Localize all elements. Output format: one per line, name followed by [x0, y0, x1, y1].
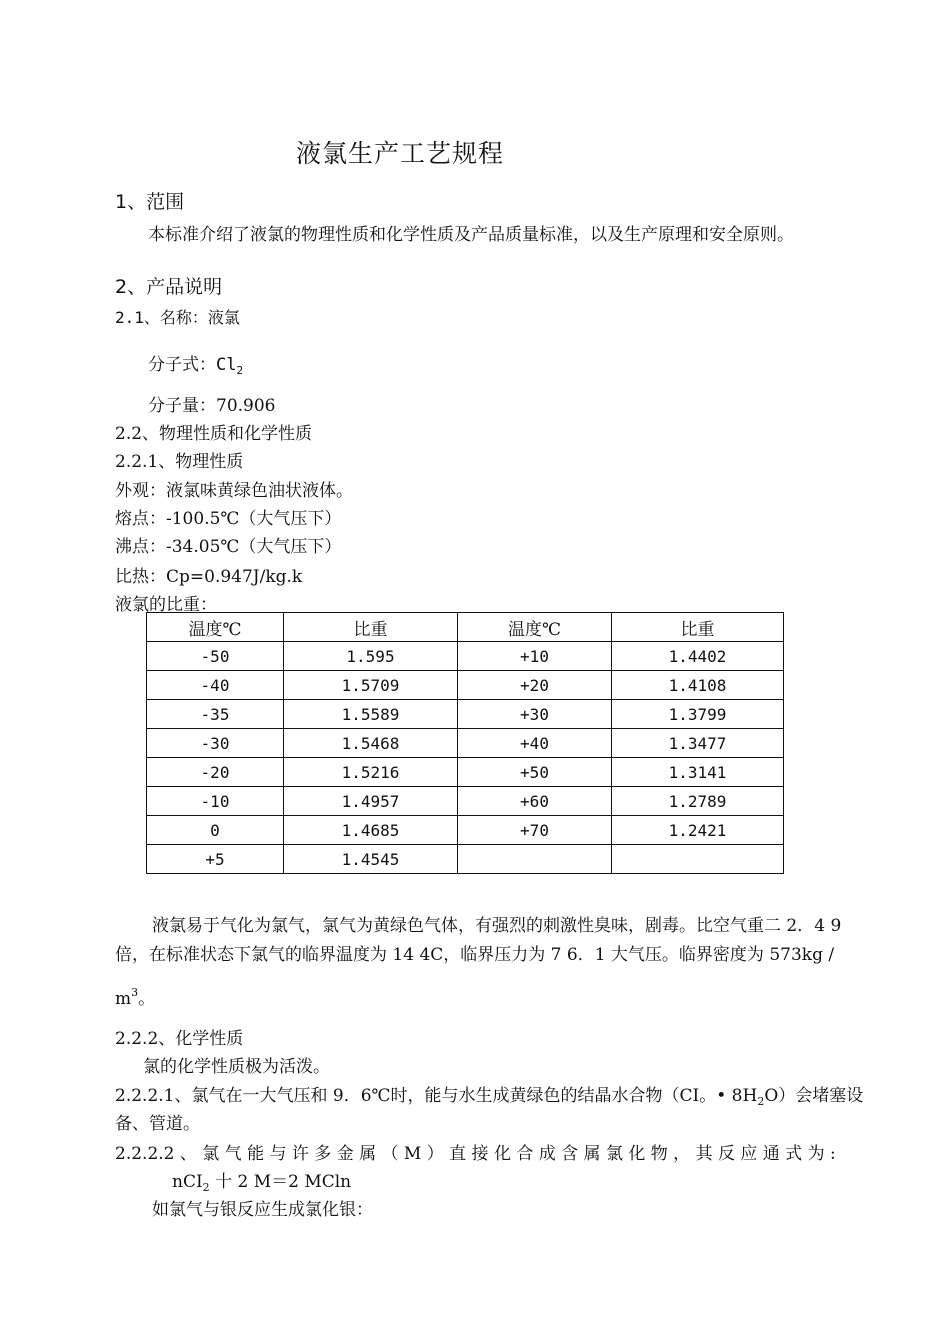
example-line: 如氯气与银反应生成氯化银：: [152, 1200, 373, 1220]
table-cell: -50: [147, 642, 284, 671]
density-unit-exponent: 3: [131, 986, 139, 999]
table-cell: 1.4957: [284, 787, 458, 816]
physical-properties-heading: 2.2.1、物理性质: [115, 452, 244, 472]
chemical-intro: 氯的化学性质极为活泼。: [143, 1057, 330, 1077]
density-unit: m: [115, 989, 132, 1009]
table-cell: 1.2421: [612, 816, 784, 845]
table-cell: +60: [458, 787, 612, 816]
chem-item-1-subscript: 2: [757, 1095, 765, 1108]
formula-label: 分子式：: [148, 355, 216, 375]
equation-part-1: nCI: [172, 1172, 203, 1192]
table-header-cell: 比重: [612, 613, 784, 642]
chem-item-1-line-1: [115, 1081, 863, 1108]
specific-gravity-label: 液氯的比重：: [115, 595, 217, 615]
section-1-text: 本标准介绍了液氯的物理性质和化学性质及产品质量标准，以及生产原理和安全原则。: [148, 225, 794, 245]
appearance-line: 外观：液氯味黄绿色油状液体。: [115, 481, 353, 501]
table-row: [147, 816, 784, 845]
table-cell: +10: [458, 642, 612, 671]
boiling-point-line: 沸点：-34.05℃（大气压下）: [115, 537, 342, 557]
table-cell: +20: [458, 671, 612, 700]
equation-subscript: 2: [202, 1181, 210, 1194]
specific-heat-line: 比热：Cp=0.947J/kg.k: [115, 567, 303, 587]
formula-line: [148, 350, 243, 377]
chem-item-1-text: 2.2.2.1、氯气在一大气压和 9．6℃时，能与水生成黄绿色的结晶水合物（CI。• 8H: [115, 1086, 758, 1106]
chem-item-2: 2.2.2.2 、 氯 气 能 与 许 多 金 属 （ M ） 直 接 化 合 成 含 属 氯 化 物 ， 其 反 应 通 式 为 :: [115, 1144, 836, 1164]
reaction-equation: [172, 1167, 351, 1194]
table-cell: -35: [147, 700, 284, 729]
specific-gravity-table: [146, 612, 784, 874]
paragraph-1-line-2: 倍，在标准状态下氯气的临界温度为 14 4C，临界压力为 7 6．1 大气压。临界密度为 573kg /: [115, 945, 835, 965]
chemical-properties-heading: 2.2.2、化学性质: [115, 1029, 244, 1049]
table-cell: [458, 845, 612, 874]
table-row: [147, 642, 784, 671]
table-cell: 1.4108: [612, 671, 784, 700]
equation-part-2: 十 2 M＝2 MCln: [209, 1172, 352, 1192]
page-title: 液氯生产工艺规程: [296, 139, 505, 168]
properties-heading: 2.2、物理性质和化学性质: [115, 424, 313, 444]
table-cell: -20: [147, 758, 284, 787]
table-row: [147, 729, 784, 758]
formula-main: Cl: [216, 355, 237, 375]
paragraph-1-line-1: 液氯易于气化为氯气，氯气为黄绿色气体，有强烈的刺激性臭味，剧毒。比空气重二 2．4 9: [152, 916, 842, 936]
table-cell: +70: [458, 816, 612, 845]
table-cell: 1.5589: [284, 700, 458, 729]
table-row: [147, 700, 784, 729]
section-1-heading: 1、范围: [115, 191, 185, 213]
paragraph-1-line-3: [115, 984, 155, 1009]
table-cell: +40: [458, 729, 612, 758]
name-line: 2.1、名称：液氯: [115, 308, 240, 327]
table-cell: 1.3141: [612, 758, 784, 787]
table-header-row: [147, 613, 784, 642]
melting-point-line: 熔点：-100.5℃（大气压下）: [115, 509, 342, 529]
table-cell: -40: [147, 671, 284, 700]
table-cell: 1.3477: [612, 729, 784, 758]
table-header-cell: 温度℃: [147, 613, 284, 642]
table-header-cell: 比重: [284, 613, 458, 642]
table-row: [147, 758, 784, 787]
table-cell: [612, 845, 784, 874]
table-cell: -10: [147, 787, 284, 816]
table-cell: 1.4402: [612, 642, 784, 671]
table-cell: +50: [458, 758, 612, 787]
table-cell: 1.5216: [284, 758, 458, 787]
table-row: [147, 671, 784, 700]
table-cell: 1.2789: [612, 787, 784, 816]
table-cell: 1.5468: [284, 729, 458, 758]
table-cell: +30: [458, 700, 612, 729]
formula-subscript: 2: [236, 364, 244, 377]
table-cell: 1.4685: [284, 816, 458, 845]
table-cell: 1.3799: [612, 700, 784, 729]
molecular-weight: 分子量：70.906: [148, 396, 276, 416]
table-header-cell: 温度℃: [458, 613, 612, 642]
table-cell: 0: [147, 816, 284, 845]
paragraph-1-end: 。: [138, 989, 156, 1009]
table-row: [147, 787, 784, 816]
table-row: [147, 845, 784, 874]
chem-item-1-text-end: O）会堵塞设: [764, 1086, 864, 1106]
table-cell: -30: [147, 729, 284, 758]
table-cell: +5: [147, 845, 284, 874]
table-cell: 1.4545: [284, 845, 458, 874]
section-2-heading: 2、产品说明: [115, 276, 223, 298]
table-cell: 1.5709: [284, 671, 458, 700]
chem-item-1-line-2: 备、管道。: [115, 1114, 200, 1134]
table-cell: 1.595: [284, 642, 458, 671]
